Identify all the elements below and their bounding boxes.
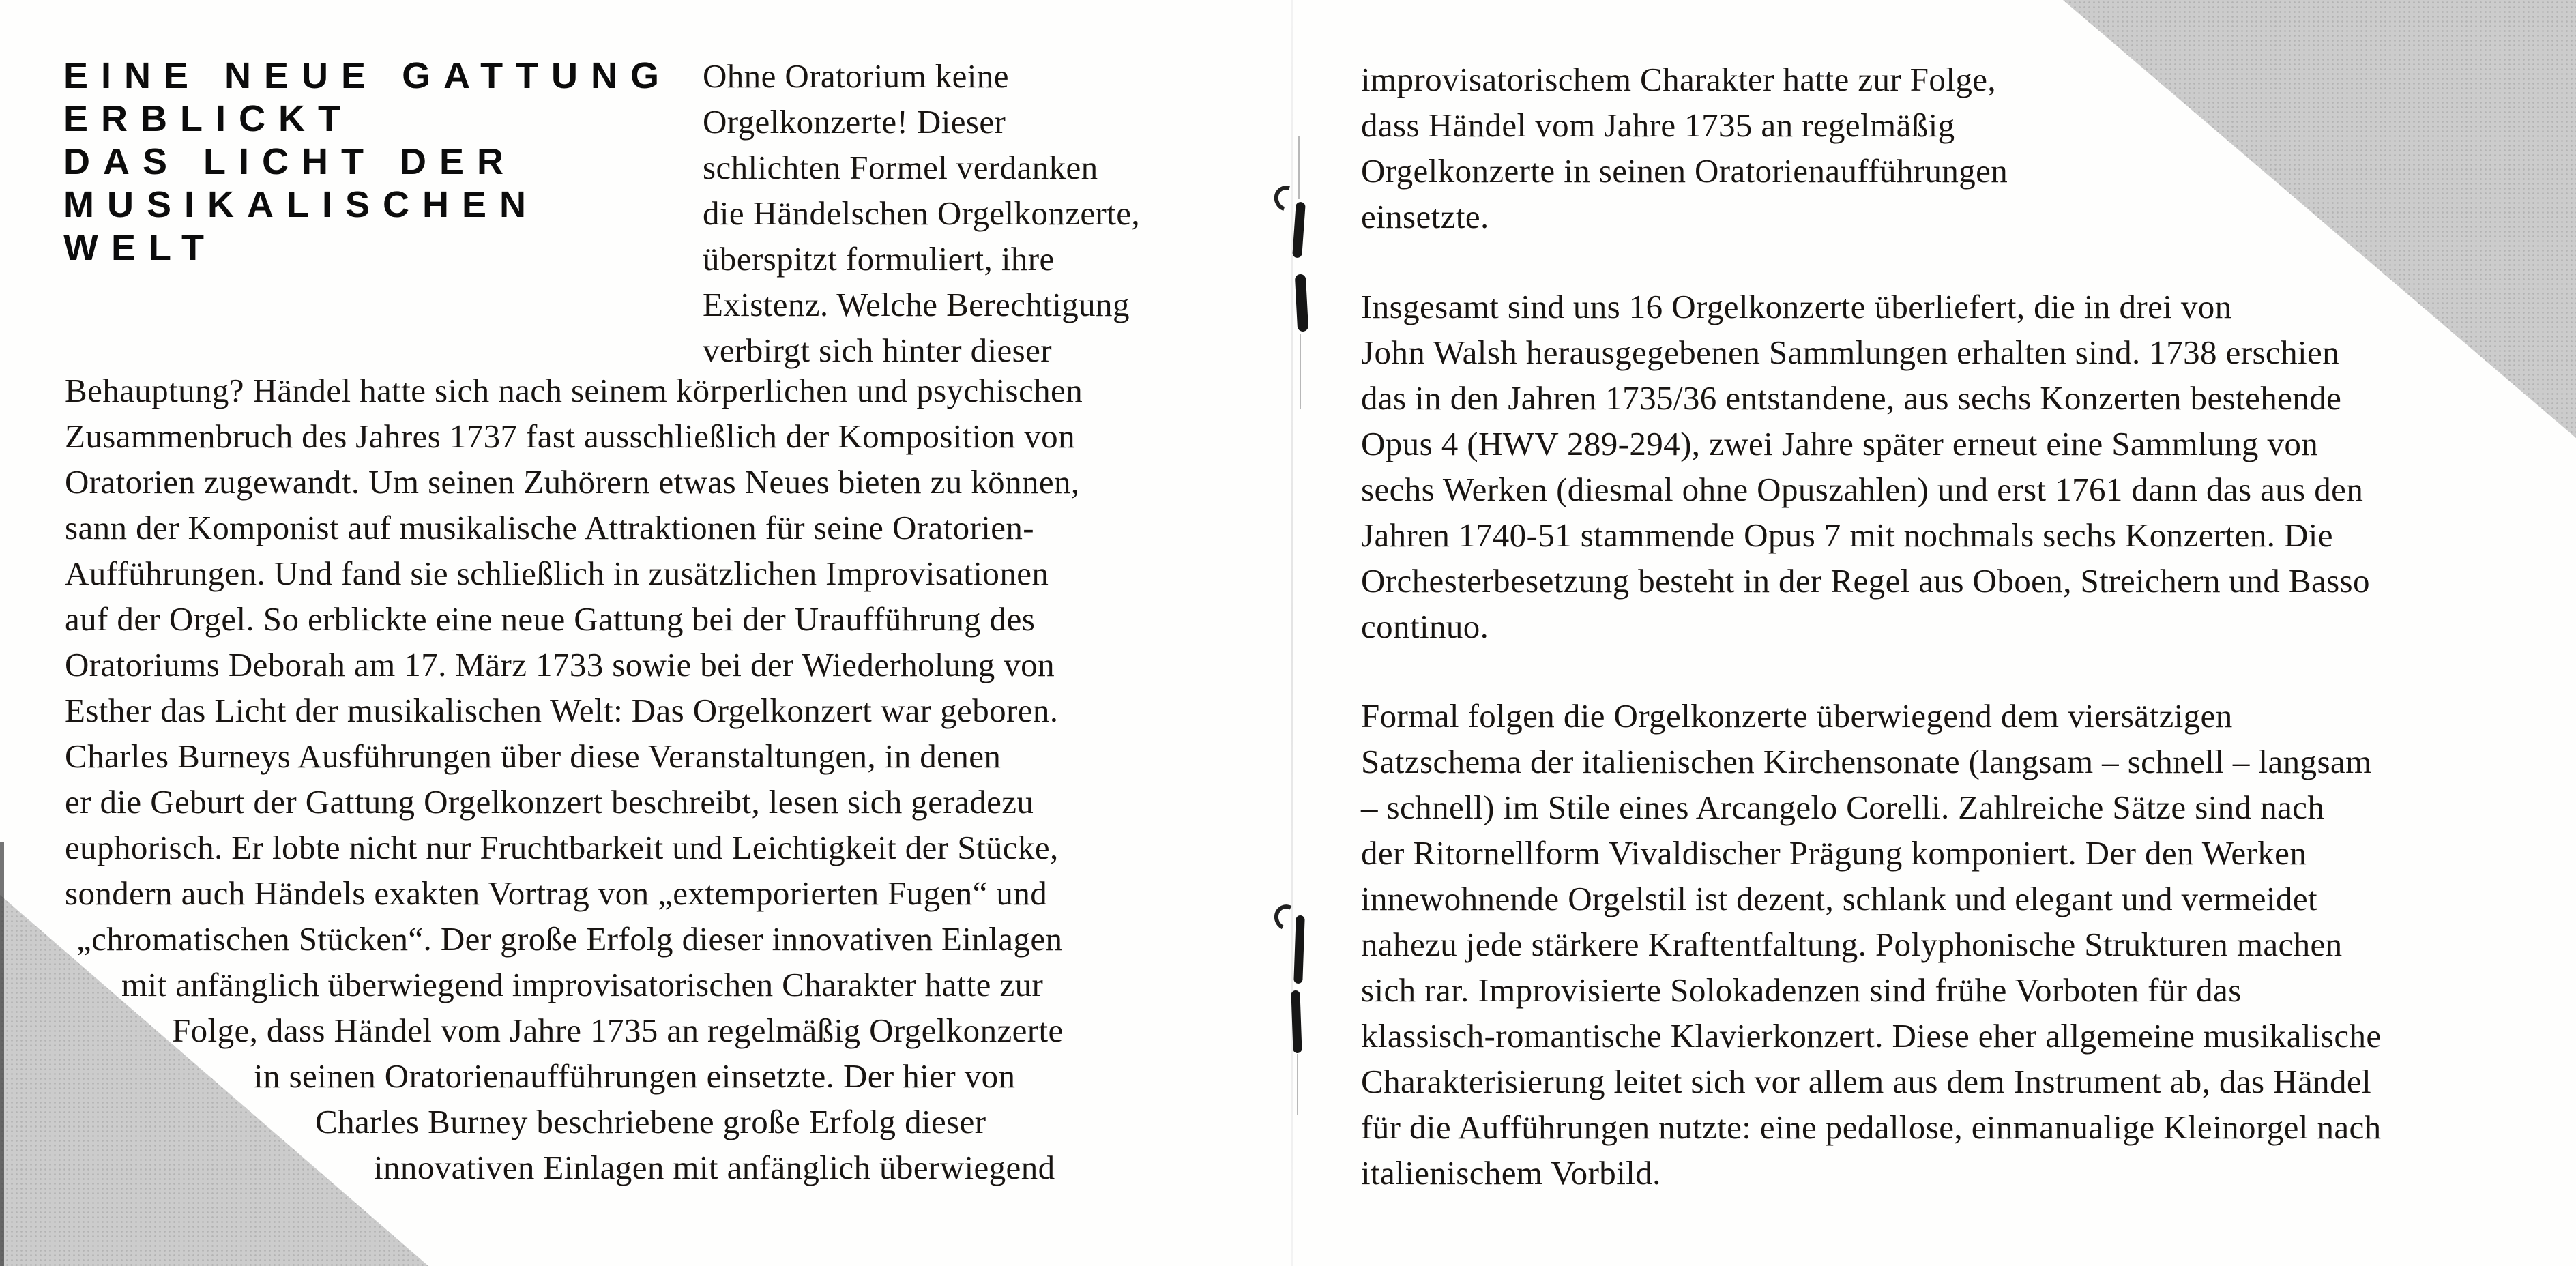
intro-line: verbirgt sich hinter dieser [703,332,1052,369]
body-text-line: improvisatorischem Charakter hatte zur Folge, [1361,61,1997,98]
body-text-line: Formal folgen die Orgelkonzerte überwiegend dem viersätzigen [1361,697,2233,735]
body-text-line: John Walsh herausgegebenen Sammlungen erhalten sind. 1738 erschien [1361,334,2340,371]
body-text-line: Oratoriums Deborah am 17. März 1733 sowie bei der Wiederholung von [65,646,1055,683]
body-text-line: Zusammenbruch des Jahres 1737 fast ausschließlich der Komposition von [65,417,1075,455]
title-line: MUSIKALISCHEN [63,184,540,225]
intro-line: Existenz. Welche Berechtigung [703,286,1130,323]
body-text-line: Orchesterbesetzung besteht in der Regel aus Oboen, Streichern und Basso [1361,562,2370,600]
staple-mark [1291,990,1302,1053]
body-text-line: innovativen Einlagen mit anfänglich überwiegend [374,1149,1055,1186]
body-text-line: nahezu jede stärkere Kraftentfaltung. Polyphonische Strukturen machen [1361,926,2343,963]
body-text-line: klassisch-romantische Klavierkonzert. Diese eher allgemeine musikalische [1361,1017,2382,1055]
body-text-line: Behauptung? Händel hatte sich nach seinem körperlichen und psychischen [65,372,1083,409]
intro-line: die Händelschen Orgelkonzerte, [703,194,1141,232]
body-text-line: sondern auch Händels exakten Vortrag von „extemporierten Fugen“ und [65,874,1048,912]
body-text-line: Jahren 1740-51 stammende Opus 7 mit nochmals sechs Konzerten. Die [1361,516,2333,554]
body-text-line: in seinen Oratorienaufführungen einsetzte. Der hier von [254,1057,1016,1095]
intro-line: schlichten Formel verdanken [703,149,1098,186]
body-text-line: Satzschema der italienischen Kirchensonate (langsam – schnell – langsam [1361,743,2372,780]
body-text-line: sechs Werken (diesmal ohne Opuszahlen) und erst 1761 dann das aus den [1361,471,2364,508]
body-text-line: italienischem Vorbild. [1361,1154,1661,1192]
body-text-line: das in den Jahren 1735/36 entstandene, aus sechs Konzerten bestehende [1361,379,2342,417]
body-text-line: Insgesamt sind uns 16 Orgelkonzerte überliefert, die in drei von [1361,288,2232,325]
title-line: DAS LICHT DER [63,141,516,182]
body-text-line: auf der Orgel. So erblickte eine neue Gattung bei der Uraufführung des [65,600,1036,638]
staple-tail [1297,1054,1298,1115]
staple-tail [1298,136,1300,199]
body-text-line: für die Aufführungen nutzte: eine pedallose, einmanualige Kleinorgel nach [1361,1108,2382,1146]
staple-mark [1292,202,1306,259]
title-line: EINE NEUE GATTUNG [63,55,673,96]
body-text-line: sann der Komponist auf musikalische Attraktionen für seine Oratorien- [65,509,1035,546]
body-text-line: Folge, dass Händel vom Jahre 1735 an regelmäßig Orgelkonzerte [172,1012,1064,1049]
scan-page-edge [0,842,4,1266]
body-text-line: Charles Burney beschriebene große Erfolg dieser [315,1103,986,1140]
body-text-line: Charakterisierung leitet sich vor allem aus dem Instrument ab, das Händel [1361,1063,2372,1100]
body-text-line: „chromatischen Stücken“. Der große Erfolg dieser innovativen Einlagen [76,920,1063,958]
body-text-line: Orgelkonzerte in seinen Oratorienaufführungen [1361,152,2008,190]
title-line: ERBLICKT [63,98,353,139]
body-text-line: Aufführungen. Und fand sie schließlich in zusätzlichen Improvisationen [65,555,1049,592]
intro-line: Ohne Oratorium keine [703,57,1009,95]
body-text-line: sich rar. Improvisierte Solokadenzen sind frühe Vorboten für das [1361,971,2242,1009]
body-text-line: Opus 4 (HWV 289-294), zwei Jahre später erneut eine Sammlung von [1361,425,2319,462]
body-text-line: continuo. [1361,608,1489,645]
body-text-line: – schnell) im Stile eines Arcangelo Corelli. Zahlreiche Sätze sind nach [1361,789,2325,826]
intro-line: Orgelkonzerte! Dieser [703,103,1006,141]
title-line: WELT [63,227,217,268]
body-text-line: der Ritornellform Vivaldischer Prägung komponiert. Der den Werken [1361,834,2307,872]
body-text-line: innewohnende Orgelstil ist dezent, schlank und elegant und vermeidet [1361,880,2317,917]
gray-corner-triangle-top-right [2063,0,2576,438]
staple-tail [1300,334,1301,409]
body-text-line: er die Geburt der Gattung Orgelkonzert beschreibt, lesen sich geradezu [65,783,1034,821]
body-text-line: einsetzte. [1361,198,1489,235]
staple-mark [1295,274,1308,332]
body-text-line: Esther das Licht der musikalischen Welt: Das Orgelkonzert war geboren. [65,692,1059,729]
body-text-line: mit anfänglich überwiegend improvisatorischen Charakter hatte zur [121,966,1044,1003]
body-text-line: euphorisch. Er lobte nicht nur Fruchtbarkeit und Leichtigkeit der Stücke, [65,829,1059,866]
intro-line: überspitzt formuliert, ihre [703,240,1055,278]
body-text-line: dass Händel vom Jahre 1735 an regelmäßig [1361,106,1955,144]
body-text-line: Charles Burneys Ausführungen über diese Veranstaltungen, in denen [65,737,1001,775]
body-text-line: Oratorien zugewandt. Um seinen Zuhörern etwas Neues bieten zu können, [65,463,1080,501]
